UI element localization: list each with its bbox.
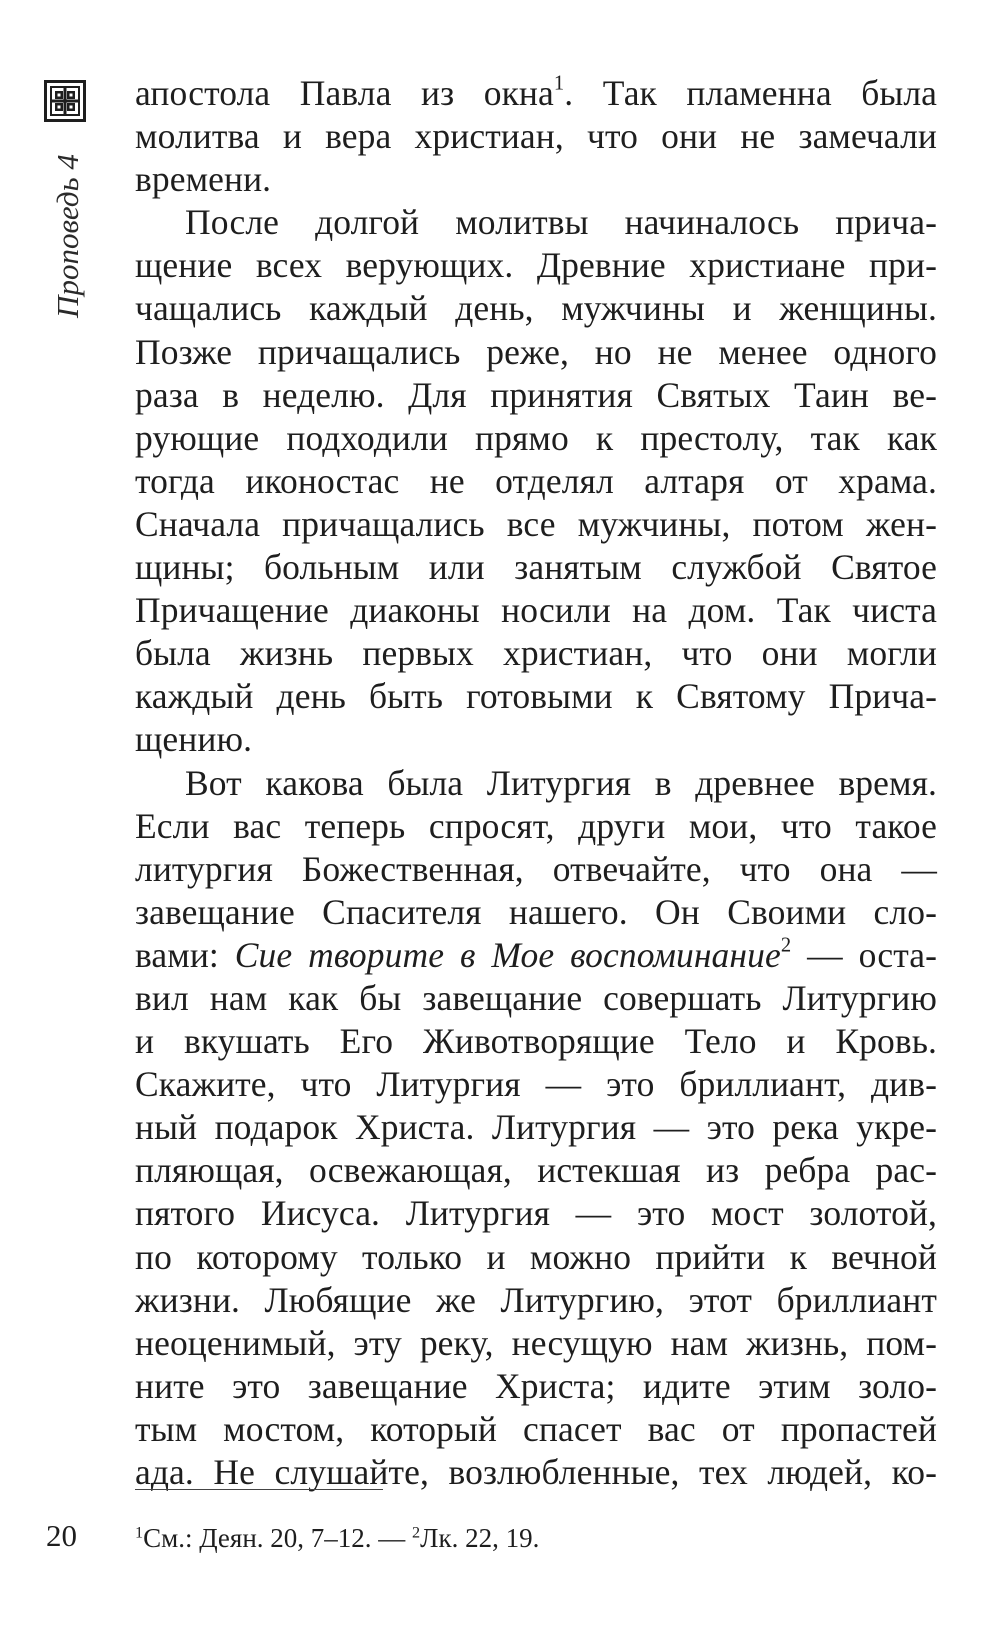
text-run: вил нам как бы завещание совершать Литургию xyxy=(135,977,937,1018)
text-line xyxy=(135,331,937,374)
text-line xyxy=(135,1149,937,1192)
text-run: апостола Павла из окна xyxy=(135,73,554,113)
text-line xyxy=(135,1365,937,1408)
text-run: времени. xyxy=(135,159,272,200)
footnotes xyxy=(135,1522,539,1554)
text-run: Сначала причащались все мужчины, потом жен- xyxy=(135,503,937,544)
text-run: жизни. Любящие же Литургию, этот бриллиант xyxy=(135,1279,937,1320)
paragraph xyxy=(135,762,937,1495)
text-line xyxy=(135,977,937,1020)
text-line xyxy=(135,934,937,977)
text-line xyxy=(135,417,937,460)
text-line xyxy=(135,675,937,718)
text-run: завещание Спасителя нашего. Он Своими сло- xyxy=(135,891,937,932)
footnote-mark: 1 xyxy=(135,1523,144,1542)
text-run: Причащение диаконы носили на дом. Так чиста xyxy=(135,590,937,631)
text-run: и вкушать Его Животворящие Тело и Кровь. xyxy=(135,1021,937,1062)
text-run: щение всех верующих. Древние христиане при- xyxy=(135,245,937,286)
text-run: Если вас теперь спросят, други мои, что такое xyxy=(135,805,937,846)
text-run: тогда иконостас не отделял алтаря от храма. xyxy=(135,460,937,501)
text-run: щины; больным или занятым службой Святое xyxy=(135,547,937,588)
text-run: Вот какова была Литургия в древнее время. xyxy=(185,762,937,803)
text-run: Скажите, что Литургия — это бриллиант, див- xyxy=(135,1064,937,1105)
text-line xyxy=(135,762,937,805)
text-run: ный подарок Христа. Литургия — это река укре- xyxy=(135,1107,937,1148)
footnote-divider xyxy=(135,1489,383,1490)
text-run: . Так пламенна была xyxy=(564,73,937,113)
text-run: вами: xyxy=(135,934,235,975)
text-run: пятого Иисуса. Литургия — это мост золотой, xyxy=(135,1193,937,1234)
text-run: пляющая, освежающая, истекшая из ребра рас- xyxy=(135,1150,937,1191)
text-run: молитва и вера христиан, что они не замечали xyxy=(135,116,937,157)
text-run: была жизнь первых христиан, что они могли xyxy=(135,633,937,674)
text-run: тым мостом, который спасет вас от пропастей xyxy=(135,1408,937,1449)
paragraph xyxy=(135,72,937,201)
footnote-ref: 1 xyxy=(553,72,565,95)
text-line xyxy=(135,115,937,158)
page-number: 20 xyxy=(46,1518,77,1553)
text-run: ада. Не слушайте, возлюбленные, тех людей, ко- xyxy=(135,1452,937,1492)
footnote-text: См.: Деян. 20, 7–12. — xyxy=(143,1523,413,1553)
text-line xyxy=(135,503,937,546)
text-run: После долгой молитвы начиналось прича- xyxy=(185,202,937,243)
text-line xyxy=(135,1451,937,1494)
text-run: чащались каждый день, мужчины и женщины. xyxy=(135,288,937,329)
text-line xyxy=(135,589,937,632)
text-line xyxy=(135,287,937,330)
text-line xyxy=(135,1192,937,1235)
text-line xyxy=(135,546,937,589)
text-line xyxy=(135,848,937,891)
text-line xyxy=(135,1020,937,1063)
text-run: — оста- xyxy=(791,934,938,975)
text-run: Позже причащались реже, но не менее одного xyxy=(135,331,937,372)
text-line xyxy=(135,718,937,761)
running-head: Проповедь 4 xyxy=(50,154,85,318)
text-line xyxy=(135,891,937,934)
footnote-text: Лк. 22, 19. xyxy=(420,1523,540,1553)
text-line xyxy=(135,374,937,417)
footnote-mark: 2 xyxy=(412,1523,421,1542)
text-line xyxy=(135,1106,937,1149)
footnote-ref: 2 xyxy=(780,934,792,957)
text-run: по которому только и можно прийти к вечной xyxy=(135,1236,937,1277)
text-line xyxy=(135,158,937,201)
text-run: щению. xyxy=(135,719,253,760)
text-line xyxy=(135,1322,937,1365)
quotation: Сие творите в Мое воспоминание xyxy=(234,934,781,975)
text-run: литургия Божественная, отвечайте, что она — xyxy=(135,848,937,889)
text-run: рующие подходили прямо к престолу, так как xyxy=(135,417,937,458)
text-line xyxy=(135,1279,937,1322)
text-line xyxy=(135,632,937,675)
text-line xyxy=(135,201,937,244)
text-run: каждый день быть готовыми к Святому Прича- xyxy=(135,676,937,717)
body-text xyxy=(135,72,937,1494)
text-run: раза в неделю. Для принятия Святых Таин ве- xyxy=(135,374,937,415)
text-line xyxy=(135,1408,937,1451)
text-run: ните это завещание Христа; идите этим золо- xyxy=(135,1365,937,1406)
text-line xyxy=(135,72,937,115)
text-line xyxy=(135,244,937,287)
text-line xyxy=(135,805,937,848)
text-line xyxy=(135,1063,937,1106)
text-line xyxy=(135,460,937,503)
paragraph xyxy=(135,201,937,761)
text-run: неоценимый, эту реку, несущую нам жизнь, пом- xyxy=(135,1322,937,1363)
text-line xyxy=(135,1236,937,1279)
